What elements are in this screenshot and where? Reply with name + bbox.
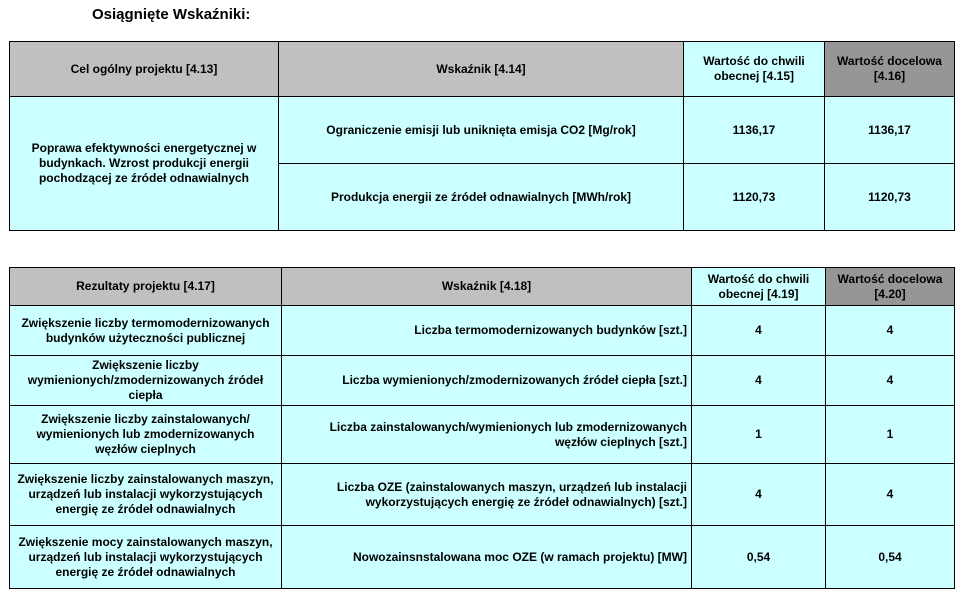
current-value-cell: 0,54 (692, 526, 826, 589)
project-results-table (9, 267, 955, 589)
header-indicator: Wskaźnik [4.14] (279, 42, 684, 97)
target-value-cell: 1 (826, 406, 955, 464)
table-row (10, 356, 955, 406)
table-row (10, 97, 955, 164)
current-value-cell: 1136,17 (684, 97, 825, 164)
current-value-cell: 4 (692, 464, 826, 526)
header-target-value: Wartość docelowa [4.16] (825, 42, 955, 97)
page-title: Osiągnięte Wskaźniki: (92, 6, 251, 23)
project-goal-table (9, 41, 955, 231)
result-cell: Zwiększenie liczby zainstalowanych maszyn, urządzeń lub instalacji wykorzystujących energię ze źródeł odnawialnych (10, 464, 282, 526)
table-row (10, 464, 955, 526)
indicator-cell: Produkcja energii ze źródeł odnawialnych [MWh/rok] (279, 164, 684, 231)
table-header-row (10, 42, 955, 97)
header-goal: Cel ogólny projektu [4.13] (10, 42, 279, 97)
indicator-cell: Ograniczenie emisji lub uniknięta emisja CO2 [Mg/rok] (279, 97, 684, 164)
target-value-cell: 4 (826, 356, 955, 406)
current-value-cell: 4 (692, 306, 826, 356)
result-cell: Zwiększenie liczby termomodernizowanych budynków użyteczności publicznej (10, 306, 282, 356)
current-value-cell: 1120,73 (684, 164, 825, 231)
indicator-cell: Liczba wymienionych/zmodernizowanych źródeł ciepła [szt.] (282, 356, 692, 406)
header-result: Rezultaty projektu [4.17] (10, 268, 282, 306)
target-value-cell: 4 (826, 306, 955, 356)
goal-cell: Poprawa efektywności energetycznej w budynkach. Wzrost produkcji energii pochodzącej ze źródeł odnawialnych (10, 97, 279, 231)
current-value-cell: 4 (692, 356, 826, 406)
header-current-value: Wartość do chwili obecnej [4.15] (684, 42, 825, 97)
current-value-cell: 1 (692, 406, 826, 464)
result-cell: Zwiększenie mocy zainstalowanych maszyn, urządzeń lub instalacji wykorzystujących energię ze źródeł odnawialnych (10, 526, 282, 589)
header-target-value: Wartość docelowa [4.20] (826, 268, 955, 306)
table-header-row (10, 268, 955, 306)
target-value-cell: 4 (826, 464, 955, 526)
header-indicator: Wskaźnik [4.18] (282, 268, 692, 306)
target-value-cell: 0,54 (826, 526, 955, 589)
indicator-cell: Nowozainsnstalowana moc OZE (w ramach projektu) [MW] (282, 526, 692, 589)
target-value-cell: 1136,17 (825, 97, 955, 164)
table-row (10, 526, 955, 589)
result-cell: Zwiększenie liczby zainstalowanych/ wymienionych lub zmodernizowanych węzłów cieplnych (10, 406, 282, 464)
table-row (10, 406, 955, 464)
indicator-cell: Liczba OZE (zainstalowanych maszyn, urządzeń lub instalacji wykorzystujących energię ze źródeł odnawialnych) [szt.] (282, 464, 692, 526)
table-row (10, 306, 955, 356)
target-value-cell: 1120,73 (825, 164, 955, 231)
indicator-cell: Liczba termomodernizowanych budynków [szt.] (282, 306, 692, 356)
header-current-value: Wartość do chwili obecnej [4.19] (692, 268, 826, 306)
result-cell: Zwiększenie liczby wymienionych/zmodernizowanych źródeł ciepła (10, 356, 282, 406)
indicator-cell: Liczba zainstalowanych/wymienionych lub zmodernizowanych węzłów cieplnych [szt.] (282, 406, 692, 464)
